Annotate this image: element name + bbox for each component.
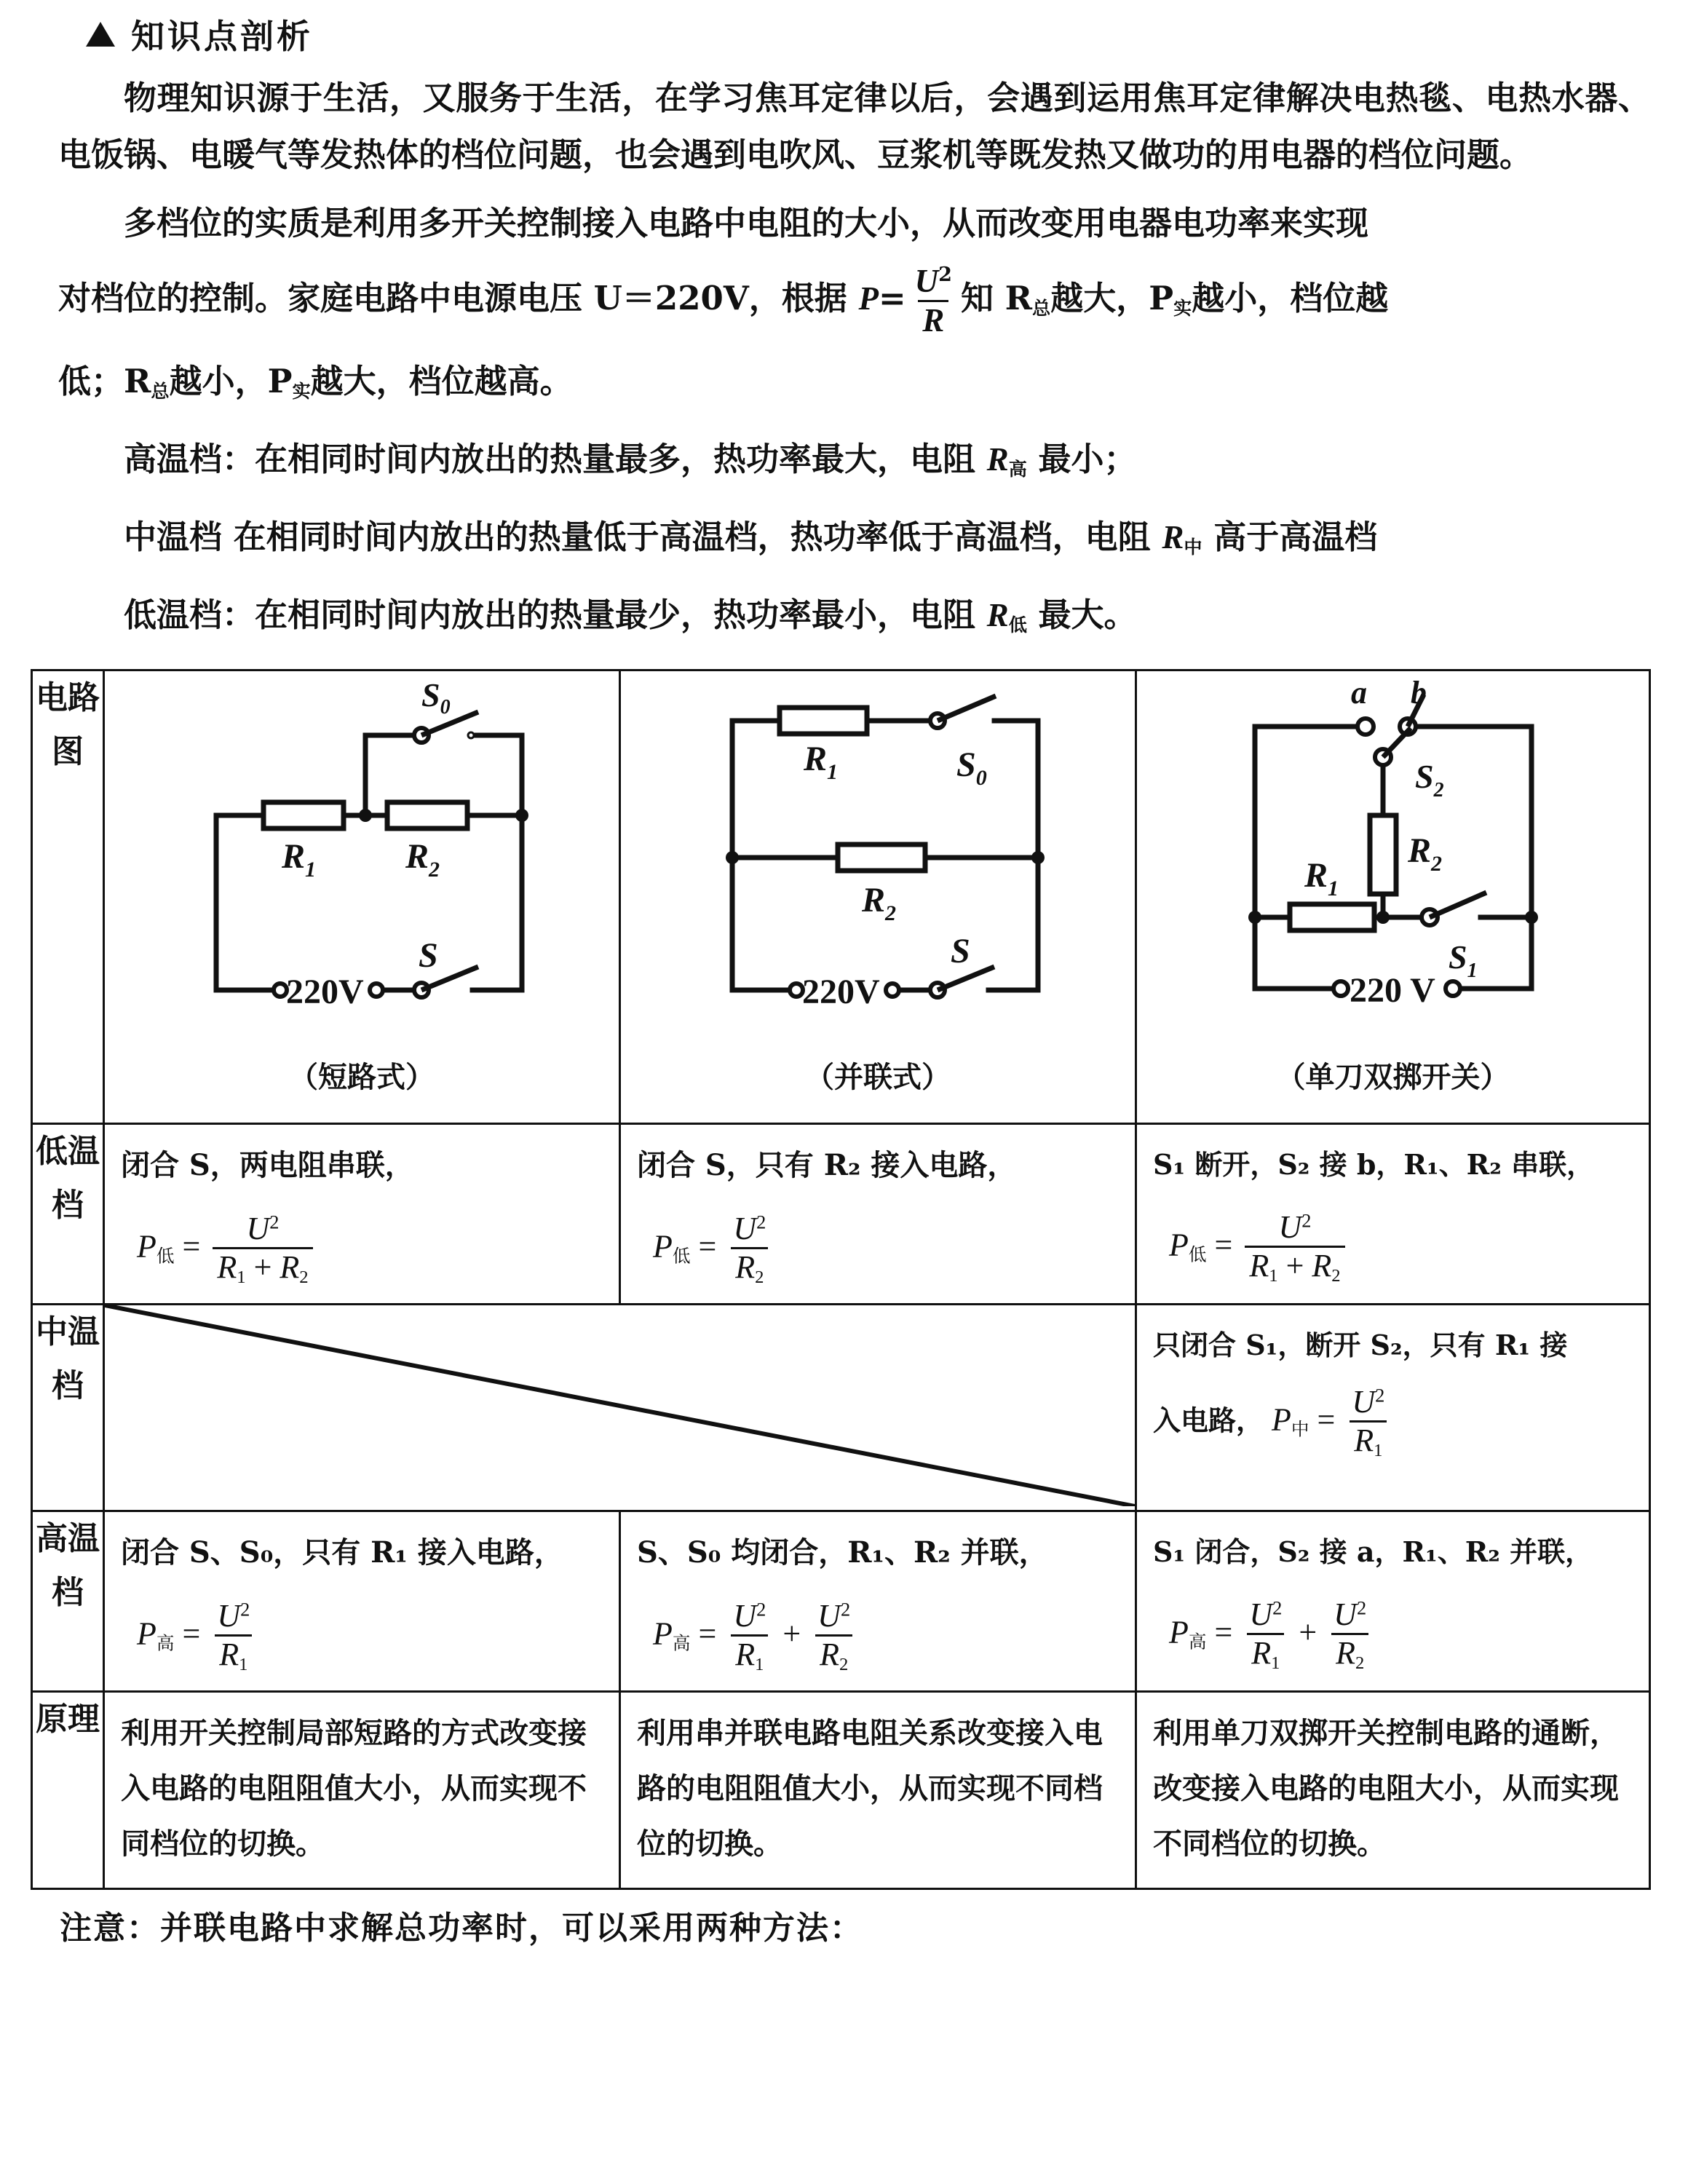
mid-cell-3-text-a: 只闭合 S₁，断开 S₂，只有 R₁ 接 xyxy=(1153,1328,1568,1361)
high-cell-1-formula xyxy=(137,1599,604,1674)
junction-node xyxy=(1376,911,1390,924)
page-title: 知识点剖析 xyxy=(131,17,313,56)
fraction-numerator: U xyxy=(914,263,939,299)
junction-node xyxy=(1031,851,1045,864)
high-cell-2 xyxy=(620,1511,1136,1691)
numerator-U: U xyxy=(733,1210,757,1246)
low-cell-3 xyxy=(1136,1123,1650,1304)
label-R1: $R_1$ xyxy=(282,836,317,882)
fraction-term-1: $\frac{U^2}{R_1}$ xyxy=(729,1599,770,1674)
formula-P-subscript: 低 xyxy=(156,1246,175,1267)
paragraph-2-line1: 多档位的实质是利用多开关控制接入电路中电阻的大小，从而改变用电器电功率来实现 xyxy=(124,204,1369,242)
paragraph-1: 物理知识源于生活，又服务于生活，在学习焦耳定律以后，会遇到运用焦耳定律解决电热毯、电热水器、电饭锅、电暖气等发热体的档位问题，也会遇到电吹风、豆浆机等既发热又做功的用电器的档位问题。 xyxy=(58,79,1651,174)
section-heading xyxy=(0,0,1696,58)
junction-node xyxy=(359,809,372,822)
formula-equals: = xyxy=(182,1228,201,1265)
numerator-U: U xyxy=(217,1597,241,1634)
paragraph-2-formula-line xyxy=(58,264,1651,341)
high-cell-3-formula xyxy=(1169,1598,1634,1673)
label-source-voltage: 220 V xyxy=(1349,970,1435,1010)
switch-blade xyxy=(1430,893,1486,917)
formula-P: P xyxy=(653,1228,673,1265)
formula-P: P xyxy=(1169,1614,1189,1650)
circuit-diagram-short-circuit xyxy=(136,677,587,1056)
low-gear-definition xyxy=(58,587,1651,653)
numerator-exponent: 2 xyxy=(269,1211,280,1233)
mid-cell-3-text-b: 入电路， xyxy=(1153,1404,1264,1437)
prose-body xyxy=(0,70,1696,653)
circuit-cell-3 xyxy=(1136,670,1650,1123)
row-label-mid xyxy=(32,1304,104,1511)
row-label-circuit xyxy=(32,670,104,1123)
text-yue-gao: 越大，档位越高。 xyxy=(310,361,573,400)
fraction-u2-over-r xyxy=(911,264,956,339)
formula-P: P xyxy=(1169,1227,1189,1263)
source-terminal xyxy=(370,984,383,997)
label-S: S xyxy=(951,931,970,970)
numerator-exponent: 2 xyxy=(240,1598,250,1621)
mid-cell-merged-diagonal xyxy=(104,1304,1136,1511)
label-S1: $S_1$ xyxy=(1448,938,1478,982)
label-S: S xyxy=(419,935,438,975)
circuit-diagram-parallel xyxy=(652,677,1103,1056)
low-cell-1 xyxy=(104,1123,620,1304)
numerator-U: U xyxy=(733,1597,757,1634)
text-di-R: 低；R xyxy=(58,361,151,400)
text-after-formula: 知 R xyxy=(960,278,1033,317)
formula-equals: = xyxy=(878,278,906,317)
row-label-principle xyxy=(32,1691,104,1888)
low-gear-tail: 最大。 xyxy=(1026,595,1137,634)
fraction: $\frac{U^2}{R_1}$ xyxy=(1347,1385,1389,1460)
label-R2: $R_2$ xyxy=(405,836,440,882)
formula-equals: = xyxy=(698,1615,717,1652)
label-R1: $R_1$ xyxy=(804,739,839,784)
formula-plus: + xyxy=(782,1615,801,1652)
circuit-caption-1: （短路式） xyxy=(289,1060,435,1094)
source-terminal xyxy=(790,984,803,997)
fraction-term-1: $\frac{U^2}{R_1}$ xyxy=(1245,1598,1286,1673)
formula-P-subscript: 低 xyxy=(1188,1245,1207,1265)
gear-comparison-table xyxy=(31,669,1651,1890)
numerator-U: U xyxy=(1249,1596,1273,1632)
mid-gear-text: 中温档 在相同时间内放出的热量低于高温档，热功率低于高温档，电阻 xyxy=(124,517,1162,556)
low-cell-3-formula xyxy=(1169,1208,1634,1286)
switch-blade xyxy=(1383,728,1411,757)
high-gear-R-subscript: 高 xyxy=(1008,457,1027,480)
circuit-diagram-spdt xyxy=(1168,677,1619,1056)
text-before-formula: 对档位的控制。家庭电路中电源电压 U＝220V，根据 xyxy=(58,278,847,317)
junction-node xyxy=(1248,911,1261,924)
table-row-principle xyxy=(32,1691,1650,1888)
row-label-mid-text: 中温档 xyxy=(36,1313,100,1404)
formula-equals: = xyxy=(182,1615,201,1652)
numerator-U: U xyxy=(246,1210,270,1246)
low-gear-R: R xyxy=(986,596,1009,633)
subscript-zong-1: 总 xyxy=(1032,296,1051,319)
high-cell-2-text: S、S₀ 均闭合，R₁、R₂ 并联， xyxy=(637,1535,1048,1570)
switch-blade xyxy=(938,696,996,721)
circuit-caption-2: （并联式） xyxy=(805,1060,951,1094)
subscript-shi-1: 实 xyxy=(1173,296,1192,319)
formula-P: P xyxy=(858,280,879,317)
junction-node xyxy=(515,809,528,822)
principle-cell-2-text: 利用串并联电路电阻关系改变接入电路的电阻阻值大小，从而实现不同档位的切换。 xyxy=(637,1715,1103,1861)
source-terminal xyxy=(1446,981,1460,996)
table-row-mid-gear xyxy=(32,1304,1650,1511)
fraction: $\frac{U^2}{R_2}$ xyxy=(729,1212,770,1287)
source-terminal xyxy=(274,984,287,997)
numerator-exponent: 2 xyxy=(756,1211,766,1233)
formula-P: P xyxy=(1272,1401,1291,1438)
high-cell-1 xyxy=(104,1511,620,1691)
numerator-exponent: 2 xyxy=(1375,1384,1385,1406)
diagonal-strikethrough-line xyxy=(105,1305,1135,1506)
formula-P-subscript: 高 xyxy=(156,1634,175,1654)
principle-cell-3 xyxy=(1136,1691,1650,1888)
circuit-caption-3: （单刀双掷开关） xyxy=(1276,1060,1510,1094)
fraction: $\frac{U^2}{R_1 + R_2}$ xyxy=(1245,1211,1344,1286)
numerator-exponent: 2 xyxy=(756,1598,766,1621)
numerator-U: U xyxy=(1278,1208,1302,1245)
label-source-voltage: 220V xyxy=(286,972,364,1011)
low-cell-3-text: S₁ 断开，S₂ 接 b，R₁、R₂ 串联， xyxy=(1153,1147,1595,1181)
principle-cell-3-text: 利用单刀双掷开关控制电路的通断，改变接入电路的电阻大小，从而实现不同档位的切换。 xyxy=(1153,1715,1619,1861)
label-R2: $R_2$ xyxy=(1407,831,1442,876)
label-terminal-a: a xyxy=(1350,676,1367,711)
principle-cell-2 xyxy=(620,1691,1136,1888)
numerator-exponent: 2 xyxy=(1301,1209,1312,1232)
mid-gear-R-subscript: 中 xyxy=(1184,535,1202,558)
high-gear-tail: 最小； xyxy=(1026,439,1137,478)
formula-P-subscript: 高 xyxy=(1188,1632,1207,1653)
row-label-low xyxy=(32,1123,104,1304)
row-label-principle-text: 原理 xyxy=(36,1700,100,1738)
numerator-exponent: 2 xyxy=(1272,1597,1283,1619)
formula-P: P xyxy=(653,1615,673,1652)
table-row-circuits xyxy=(32,670,1650,1123)
mid-cell-3-formula-line xyxy=(1153,1385,1634,1460)
high-cell-3-text: S₁ 闭合，S₂ 接 a，R₁、R₂ 并联， xyxy=(1153,1535,1593,1568)
formula-P-subscript: 低 xyxy=(672,1246,691,1267)
formula-plus: + xyxy=(1299,1614,1317,1650)
formula-P: P xyxy=(137,1615,156,1652)
text-yue-da: 越大，P xyxy=(1050,278,1174,317)
switch-terminal xyxy=(468,732,474,738)
formula-P: P xyxy=(137,1228,156,1265)
formula-equals: = xyxy=(1214,1614,1233,1650)
subscript-shi-2: 实 xyxy=(292,379,311,402)
label-terminal-b: b xyxy=(1410,676,1427,711)
row-label-circuit-text: 电路图 xyxy=(36,678,100,770)
low-cell-2-text: 闭合 S，只有 R₂ 接入电路， xyxy=(637,1147,1017,1182)
low-cell-2-formula xyxy=(653,1212,1120,1287)
low-gear-R-subscript: 低 xyxy=(1008,613,1027,636)
high-cell-1-text: 闭合 S、S₀，只有 R₁ 接入电路， xyxy=(121,1535,563,1570)
low-cell-1-text: 闭合 S，两电阻串联， xyxy=(121,1147,414,1182)
mid-cell-3 xyxy=(1136,1304,1650,1511)
principle-cell-1 xyxy=(104,1691,620,1888)
mid-gear-tail: 高于高温档 xyxy=(1202,517,1378,556)
label-S0: $S_0$ xyxy=(421,676,451,719)
circuit-cell-2 xyxy=(620,670,1136,1123)
label-S0: $S_0$ xyxy=(956,745,987,790)
fraction: $\frac{U^2}{R_1}$ xyxy=(213,1599,254,1674)
footer-note: 注意：并联电路中求解总功率时，可以采用两种方法： xyxy=(60,1909,863,1947)
circuit-cell-1 xyxy=(104,670,620,1123)
label-R2: $R_2$ xyxy=(862,880,897,925)
junction-node xyxy=(1525,911,1538,924)
switch-terminal-a xyxy=(1358,719,1374,735)
table-row-low-gear xyxy=(32,1123,1650,1304)
formula-P-subscript: 高 xyxy=(672,1634,691,1654)
fraction: $\frac{U^2}{R_1 + R_2}$ xyxy=(213,1212,312,1287)
row-label-high xyxy=(32,1511,104,1691)
text-yue-xiao: 越小，档位越 xyxy=(1192,278,1389,317)
table-row-high-gear xyxy=(32,1511,1650,1691)
source-terminal xyxy=(886,984,899,997)
fraction-numerator-exponent: 2 xyxy=(938,264,952,287)
formula-equals: = xyxy=(1214,1227,1233,1263)
numerator-U: U xyxy=(1352,1383,1376,1420)
high-gear-definition xyxy=(58,431,1651,497)
formula-equals: = xyxy=(1317,1401,1336,1438)
row-label-high-text: 高温档 xyxy=(36,1519,100,1611)
text-yue-xiao-2: 越小，P xyxy=(169,361,293,400)
low-cell-2 xyxy=(620,1123,1136,1304)
principle-cell-1-text: 利用开关控制局部短路的方式改变接入电路的电阻阻值大小，从而实现不同档位的切换。 xyxy=(121,1715,587,1861)
triangle-bullet-icon xyxy=(86,22,115,47)
high-gear-R: R xyxy=(986,440,1009,478)
source-terminal xyxy=(1334,981,1348,996)
formula-equals: = xyxy=(698,1228,717,1265)
label-R1: $R_1$ xyxy=(1304,855,1339,901)
mid-gear-definition xyxy=(58,509,1651,575)
low-gear-text: 低温档：在相同时间内放出的热量最少，热功率最小，电阻 xyxy=(124,595,987,634)
high-gear-text: 高温档：在相同时间内放出的热量最多，热功率最大，电阻 xyxy=(124,439,987,478)
fraction-denominator: R xyxy=(918,300,948,338)
low-cell-1-formula xyxy=(137,1212,604,1287)
row-label-low-text: 低温档 xyxy=(36,1132,100,1224)
fraction-term-2: $\frac{U^2}{R_2}$ xyxy=(813,1599,855,1674)
high-cell-3 xyxy=(1136,1511,1650,1691)
mid-gear-R: R xyxy=(1162,518,1184,555)
formula-P-subscript: 中 xyxy=(1291,1420,1309,1440)
fraction-term-2: $\frac{U^2}{R_2}$ xyxy=(1329,1598,1371,1673)
paragraph-2-line3 xyxy=(58,353,1651,419)
high-cell-2-formula xyxy=(653,1599,1120,1674)
label-S2: $S_2$ xyxy=(1414,757,1444,802)
junction-node xyxy=(726,851,739,864)
subscript-zong-2: 总 xyxy=(151,379,170,402)
label-source-voltage: 220V xyxy=(802,972,880,1011)
